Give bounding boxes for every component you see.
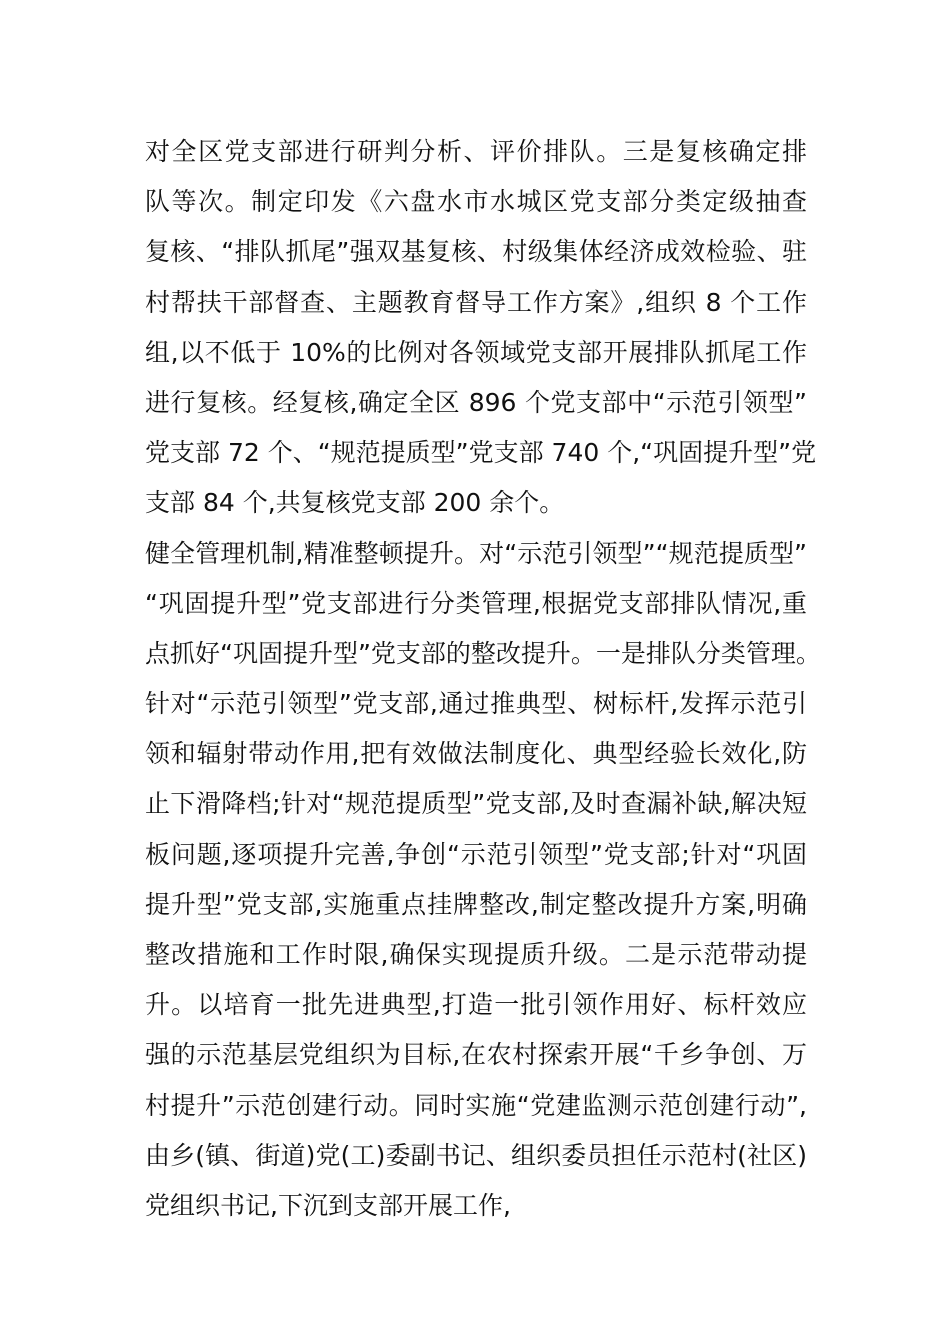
document-body [145, 132, 821, 1236]
text-line: 队等次。制定印发《六盘水市水城区党支部分类定级抽查 [145, 187, 807, 217]
text-line: 强的示范基层党组织为目标,在农村探索开展“千乡争创、万 [145, 1040, 807, 1070]
text-line: 组,以不低于 10%的比例对各领域党支部开展排队抓尾工作 [145, 337, 807, 367]
text-line: “巩固提升型”党支部进行分类管理,根据党支部排队情况,重 [145, 588, 807, 618]
text-line: 对全区党支部进行研判分析、评价排队。三是复核确定排 [145, 137, 807, 166]
text-line: 领和辐射带动作用,把有效做法制度化、典型经验长效化,防 [145, 739, 807, 769]
text-line: 升。以培育一批先进典型,打造一批引领作用好、标杆效应 [145, 990, 807, 1020]
text-line: 村帮扶干部督查、主题教育督导工作方案》,组织 8 个工作 [145, 287, 807, 317]
text-line: 由乡(镇、街道)党(工)委副书记、组织委员担任示范村(社区) [145, 1140, 807, 1170]
text-line: 提升型”党支部,实施重点挂牌整改,制定整改提升方案,明确 [145, 889, 807, 919]
text-line: 板问题,逐项提升完善,争创“示范引领型”党支部;针对“巩固 [145, 839, 807, 869]
text-line: 村提升”示范创建行动。同时实施“党建监测示范创建行动”, [145, 1090, 807, 1120]
text-line: 点抓好“巩固提升型”党支部的整改提升。一是排队分类管理。 [145, 638, 821, 668]
text-line: 支部 84 个,共复核党支部 200 余个。 [145, 488, 565, 518]
text-line: 止下滑降档;针对“规范提质型”党支部,及时查漏补缺,解决短 [145, 789, 807, 819]
text-line: 党组织书记,下沉到支部开展工作, [145, 1190, 511, 1220]
text-line: 党支部 72 个、“规范提质型”党支部 740 个,“巩固提升型”党 [145, 438, 817, 468]
text-line: 健全管理机制,精准整顿提升。对“示范引领型”“规范提质型” [145, 538, 807, 568]
text-line: 整改措施和工作时限,确保实现提质升级。二是示范带动提 [145, 940, 807, 969]
text-line: 进行复核。经复核,确定全区 896 个党支部中“示范引领型” [145, 387, 807, 417]
text-line: 复核、“排队抓尾”强双基复核、村级集体经济成效检验、驻 [145, 237, 807, 267]
text-line: 针对“示范引领型”党支部,通过推典型、树标杆,发挥示范引 [145, 689, 807, 719]
